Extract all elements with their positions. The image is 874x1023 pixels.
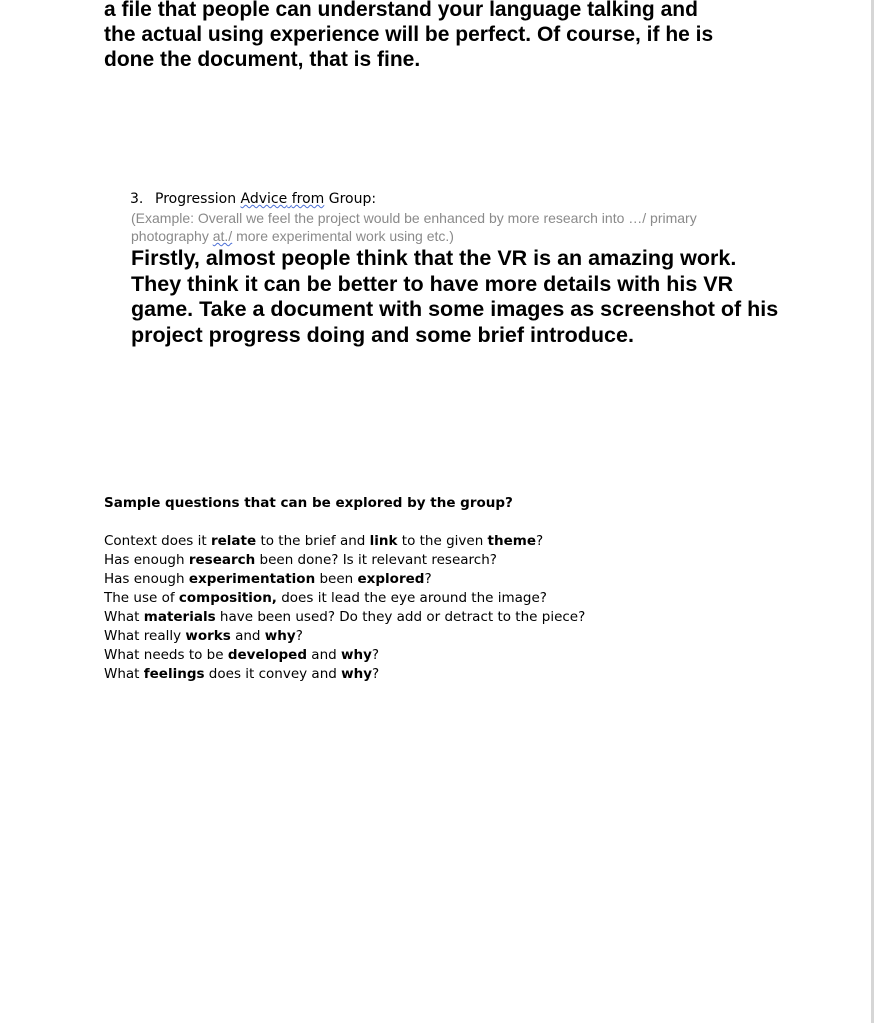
- section-progression-advice: [131, 190, 781, 348]
- intro-paragraph: [104, 0, 764, 72]
- example-at-word: at./: [212, 228, 233, 244]
- intro-line: the actual using experience will be perfect. Of course, if he is: [104, 23, 714, 46]
- question-line: Has enough research been done? Is it relevant research?: [104, 552, 497, 568]
- question-line: What materials have been used? Do they add or detract to the piece?: [104, 609, 586, 625]
- group-advice-answer: Firstly, almost people think that the VR is an amazing work. They think it can be better to have more details with his VR game. Take a document with some images as screenshot of his project progress doing and some brief introduce.: [131, 246, 779, 347]
- questions-list: [104, 532, 724, 684]
- section-number: 3.: [130, 191, 144, 207]
- example-text: (Example: Overall we feel the project would be enhanced by more research into …/ primary photography at./ more experimental work using etc.): [131, 210, 697, 244]
- intro-line: a file that people can understand your language talking and: [104, 0, 698, 21]
- question-line: What needs to be developed and why?: [104, 647, 380, 663]
- question-line: What really works and why?: [104, 628, 303, 644]
- question-line: The use of composition, does it lead the eye around the image?: [104, 590, 547, 606]
- questions-title: Sample questions that can be explored by the group?: [104, 495, 513, 511]
- intro-line: done the document, that is fine.: [104, 48, 421, 71]
- section-heading: [130, 190, 781, 209]
- sample-questions: [104, 494, 724, 684]
- heading-advice-word: Advice from: [240, 191, 325, 207]
- heading-text-pre: Progression: [155, 191, 241, 207]
- heading-text-post: Group:: [324, 191, 377, 207]
- question-line: Has enough experimentation been explored?: [104, 571, 432, 587]
- question-line: What feelings does it convey and why?: [104, 666, 380, 682]
- question-line: Context does it relate to the brief and link to the given theme?: [104, 533, 544, 549]
